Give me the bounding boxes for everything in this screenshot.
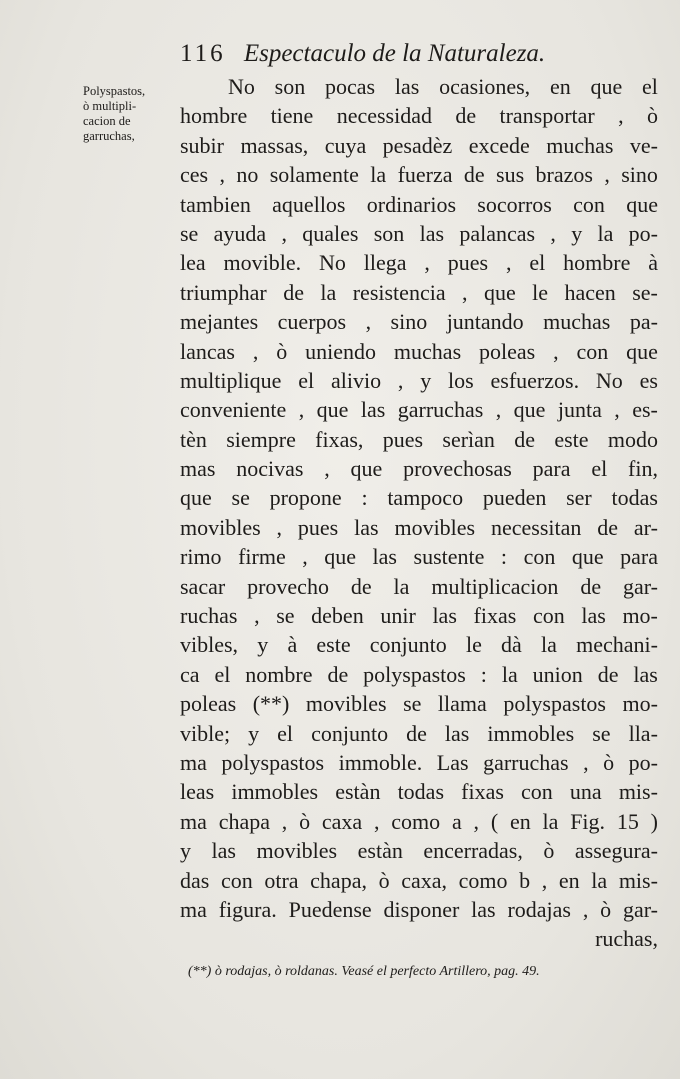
- word: para: [620, 544, 658, 570]
- word: polyspastos: [503, 691, 606, 717]
- word: fixas: [473, 603, 517, 629]
- word: figura.: [218, 896, 277, 922]
- word: y: [248, 720, 260, 746]
- word: ,: [276, 514, 283, 540]
- word: sino: [390, 309, 428, 335]
- word: lancas: [180, 338, 235, 364]
- word: pues: [297, 514, 339, 540]
- word: ,: [254, 603, 260, 629]
- word: No: [228, 74, 255, 99]
- word: necessidad: [336, 103, 432, 129]
- word: chapa: [218, 808, 270, 834]
- word: y: [571, 220, 583, 246]
- word: ma: [180, 749, 207, 775]
- text-line: [180, 866, 658, 895]
- word: movible.: [223, 250, 302, 276]
- word: uniendo: [305, 338, 377, 364]
- text-line: [180, 454, 658, 483]
- text-line: [180, 248, 658, 277]
- word: poleas: [180, 691, 237, 717]
- word: ,: [281, 220, 287, 246]
- word: pocas: [325, 74, 376, 99]
- word: para: [532, 456, 571, 482]
- word: mo-: [622, 691, 658, 717]
- word: ò: [603, 749, 615, 775]
- word: 15: [616, 808, 639, 834]
- word: movibles: [394, 514, 476, 540]
- word: otra: [264, 867, 299, 893]
- word: con: [523, 544, 556, 570]
- body-text: [180, 72, 658, 954]
- word: poleas: [479, 338, 536, 364]
- word: hacen: [564, 279, 616, 305]
- word: ò: [646, 103, 658, 129]
- word: las: [372, 544, 397, 570]
- word: mejantes: [180, 309, 259, 335]
- word: immobles: [487, 720, 575, 746]
- word: conjunto: [311, 720, 389, 746]
- word: las: [354, 514, 379, 540]
- word: :: [361, 485, 368, 511]
- word: las: [360, 397, 386, 423]
- word: son: [274, 74, 306, 99]
- word: vibles,: [180, 632, 239, 658]
- word: ,: [365, 309, 372, 335]
- word: las: [432, 603, 457, 629]
- text-line: [180, 513, 658, 542]
- word: lla-: [628, 720, 658, 746]
- word: lea: [180, 250, 206, 276]
- text-line: [180, 131, 658, 160]
- word: garruchas: [397, 397, 484, 423]
- word: immoble.: [338, 749, 423, 775]
- word: sus: [496, 162, 525, 188]
- word: tiene: [270, 103, 314, 129]
- word: nombre: [245, 661, 313, 687]
- word: excede: [468, 132, 530, 158]
- word: todas: [611, 485, 658, 511]
- text-line: [180, 807, 658, 836]
- word: ces: [180, 162, 209, 188]
- word: que: [513, 397, 546, 423]
- word: ): [650, 808, 658, 834]
- word: ò: [299, 808, 311, 834]
- word: ,: [397, 367, 404, 393]
- word: es: [639, 367, 658, 393]
- word: ,: [373, 808, 380, 834]
- word: esfuerzos.: [490, 367, 580, 393]
- text-line: [180, 630, 658, 659]
- word: con: [521, 779, 553, 805]
- word: la: [320, 279, 337, 305]
- word: Fig.: [570, 808, 606, 834]
- word: fixas: [461, 779, 504, 805]
- word: ,: [302, 544, 308, 570]
- word: y: [257, 632, 269, 658]
- word: se: [403, 691, 422, 717]
- word: ve-: [629, 132, 658, 158]
- word: una: [569, 779, 602, 805]
- word: la: [541, 632, 557, 658]
- word: y: [420, 367, 432, 393]
- word: ma: [180, 896, 207, 922]
- word: triumphar: [180, 279, 267, 305]
- word: ,: [424, 250, 430, 276]
- word: en: [558, 867, 580, 893]
- word: b: [519, 867, 531, 893]
- word: hombre: [180, 103, 248, 129]
- word: ar-: [633, 514, 658, 540]
- margin-note-line: ò multipli-: [83, 99, 137, 113]
- word: das: [180, 867, 210, 893]
- word: provechosas: [403, 456, 512, 482]
- margin-note-line: cacion de: [83, 114, 131, 128]
- word: nocivas: [236, 456, 304, 482]
- word: como: [391, 808, 441, 834]
- word: cuerpos: [277, 309, 347, 335]
- word: (: [490, 808, 499, 834]
- word: este: [554, 426, 589, 452]
- word: No: [595, 367, 623, 393]
- word: assegura-: [574, 838, 658, 864]
- text-line: [180, 160, 658, 189]
- text-line: [180, 689, 658, 718]
- word: en: [549, 74, 571, 99]
- word: que: [571, 544, 604, 570]
- word: junta: [557, 397, 602, 423]
- word: pesadèz: [382, 132, 453, 158]
- word: Puedense: [288, 896, 372, 922]
- text-line: [180, 660, 658, 689]
- word: de: [463, 162, 485, 188]
- word: polyspastos: [363, 661, 466, 687]
- word: Las: [436, 749, 469, 775]
- word: todas: [397, 779, 445, 805]
- word: estàn: [335, 779, 381, 805]
- word: siempre: [226, 426, 296, 452]
- word: sino: [621, 162, 658, 188]
- word: mas: [180, 456, 216, 482]
- word: palancas: [459, 220, 536, 246]
- word: gar-: [623, 573, 658, 599]
- word: :: [480, 661, 487, 687]
- word: ayuda: [213, 220, 267, 246]
- word: muchas: [546, 132, 614, 158]
- word: las: [419, 220, 445, 246]
- word: subir: [180, 132, 224, 158]
- word: muchas: [543, 309, 611, 335]
- word: mis-: [618, 867, 658, 893]
- word: :: [500, 544, 508, 570]
- text-line: [180, 307, 658, 336]
- text-line: [180, 777, 658, 806]
- word: leas: [180, 779, 215, 805]
- word: le: [532, 279, 549, 305]
- word: movibles: [305, 691, 387, 717]
- word: union: [532, 661, 583, 687]
- word: y: [180, 838, 191, 864]
- word: ,: [462, 279, 468, 305]
- text-line: [180, 483, 658, 512]
- word: pa-: [629, 309, 658, 335]
- word: ,: [541, 867, 548, 893]
- word: caxa,: [401, 867, 448, 893]
- word: firme: [238, 544, 286, 570]
- running-title: Espectaculo de la Naturaleza.: [243, 40, 546, 67]
- word: à: [648, 250, 658, 276]
- text-line: [180, 395, 658, 424]
- word: las: [394, 74, 420, 99]
- word: con: [220, 867, 253, 893]
- word: ordinarios: [366, 191, 456, 217]
- word: multiplicacion: [431, 573, 559, 599]
- word: ,: [614, 397, 620, 423]
- word: ,: [298, 397, 305, 423]
- word: que: [483, 279, 516, 305]
- word: ruchas: [180, 603, 238, 629]
- word: en: [509, 808, 531, 834]
- word: No: [319, 250, 346, 276]
- word: (**): [252, 691, 290, 717]
- text-line: [180, 101, 658, 130]
- word: muchas: [393, 338, 462, 364]
- word: los: [448, 367, 474, 393]
- word: transportar: [499, 103, 595, 129]
- word: que: [180, 485, 212, 511]
- word: provecho: [247, 573, 329, 599]
- text-line: [180, 895, 658, 924]
- word: que: [350, 456, 383, 482]
- word: es-: [632, 397, 658, 423]
- word: à: [287, 632, 298, 658]
- word: no: [236, 162, 259, 188]
- word: el: [529, 250, 546, 276]
- word: se: [180, 220, 199, 246]
- word: se: [592, 720, 611, 746]
- footnote: (**) ò rodajas, ò roldanas. Veasé el perfecto Artillero, pag. 49.: [188, 964, 540, 979]
- word: el: [214, 661, 231, 687]
- word: disponer: [383, 896, 460, 922]
- text-line: [180, 719, 658, 748]
- word: socorros: [477, 191, 552, 217]
- word: ,: [583, 749, 589, 775]
- word: el: [298, 367, 315, 393]
- word: las: [444, 720, 470, 746]
- word: llama: [437, 691, 487, 717]
- word: po-: [628, 220, 658, 246]
- word: estàn: [357, 838, 403, 864]
- word: ,: [495, 397, 502, 423]
- word: de: [455, 103, 477, 129]
- word: las: [633, 661, 658, 687]
- text-line: [180, 836, 658, 865]
- text-line: [180, 72, 658, 101]
- word: dà: [501, 632, 522, 658]
- word: fuerza: [397, 162, 453, 188]
- word: este: [316, 632, 351, 658]
- word: solamente: [269, 162, 359, 188]
- word: rodajas: [507, 896, 571, 922]
- word: po-: [628, 749, 658, 775]
- word: que: [590, 74, 623, 99]
- word: polyspastos: [221, 749, 325, 775]
- word: pueden: [482, 485, 547, 511]
- word: ,: [582, 896, 589, 922]
- word: que: [324, 544, 357, 570]
- word: ,: [473, 808, 480, 834]
- text-line: [180, 190, 658, 219]
- word: ò: [276, 338, 288, 364]
- word: que: [316, 397, 349, 423]
- word: ò: [378, 867, 390, 893]
- word: tampoco: [387, 485, 464, 511]
- word: ,: [219, 162, 225, 188]
- word: mis-: [618, 779, 658, 805]
- margin-note: [83, 84, 165, 144]
- word: que: [626, 338, 658, 364]
- text-line: [180, 542, 658, 571]
- word: las: [581, 603, 606, 629]
- text-line: [180, 278, 658, 307]
- word: vible;: [180, 720, 231, 746]
- word: se-: [632, 279, 658, 305]
- word: el: [642, 74, 658, 99]
- text-line: [180, 572, 658, 601]
- word: ,: [604, 162, 610, 188]
- word: rimo: [180, 544, 222, 570]
- margin-note-line: Polyspastos,: [83, 84, 146, 98]
- word: mo-: [622, 603, 658, 629]
- word: ,: [550, 220, 556, 246]
- word: de: [327, 661, 349, 687]
- page-header: [180, 40, 610, 74]
- word: ma: [180, 808, 207, 834]
- word: de: [580, 573, 602, 599]
- word: pues: [447, 250, 489, 276]
- word: resistencia: [352, 279, 446, 305]
- word: de: [283, 279, 304, 305]
- word: sustente: [413, 544, 485, 570]
- text-line: [180, 601, 658, 630]
- word: de: [350, 573, 372, 599]
- word: pues: [382, 426, 424, 452]
- word: la: [597, 220, 614, 246]
- word: immobles: [231, 779, 319, 805]
- word: multiplique: [180, 367, 282, 393]
- word: de: [597, 514, 619, 540]
- word: sacar: [180, 573, 226, 599]
- word: fixas,: [315, 426, 364, 452]
- word: propone: [269, 485, 342, 511]
- word: necessitan: [491, 514, 582, 540]
- word: son: [373, 220, 405, 246]
- word: tèn: [180, 426, 207, 452]
- word: fin,: [628, 456, 658, 482]
- word: quales: [302, 220, 359, 246]
- word: con: [576, 338, 609, 364]
- word: la: [542, 808, 559, 834]
- catchword-line: [180, 924, 658, 953]
- word: de: [514, 426, 535, 452]
- word: mechani-: [576, 632, 658, 658]
- word: la: [393, 573, 410, 599]
- word: el: [277, 720, 294, 746]
- word: massas,: [240, 132, 309, 158]
- word: aquellos: [272, 191, 346, 217]
- word: hombre: [563, 250, 631, 276]
- word: la: [501, 661, 518, 687]
- word: ,: [553, 338, 559, 364]
- word: ,: [506, 250, 512, 276]
- word: la: [370, 162, 387, 188]
- word: juntando: [446, 309, 524, 335]
- word: ,: [252, 338, 259, 364]
- word: el: [591, 456, 608, 482]
- word: las: [471, 896, 496, 922]
- word: a: [451, 808, 462, 834]
- word: ca: [180, 661, 200, 687]
- word: ò: [543, 838, 555, 864]
- word: serìan: [442, 426, 495, 452]
- catchword: ruchas,: [595, 926, 658, 952]
- word: ocasiones,: [439, 74, 531, 99]
- text-line: [180, 366, 658, 395]
- word: modo: [607, 426, 658, 452]
- text-line: [180, 425, 658, 454]
- word: se: [276, 603, 295, 629]
- word: caxa: [321, 808, 363, 834]
- word: movibles: [256, 838, 338, 864]
- page-number: 116: [180, 40, 226, 67]
- word: se: [231, 485, 250, 511]
- word: de: [597, 661, 619, 687]
- word: conveniente: [180, 397, 287, 423]
- word: garruchas: [483, 749, 569, 775]
- word: le: [465, 632, 482, 658]
- word: ser: [566, 485, 592, 511]
- word: alivio: [330, 367, 382, 393]
- word: la: [591, 867, 608, 893]
- word: con: [573, 191, 605, 217]
- word: llega: [363, 250, 407, 276]
- word: unir: [380, 603, 416, 629]
- word: cuya: [324, 132, 367, 158]
- word: que: [626, 191, 658, 217]
- margin-note-line: garruchas,: [83, 129, 135, 143]
- word: como: [458, 867, 508, 893]
- text-line: [180, 337, 658, 366]
- word: con: [532, 603, 565, 629]
- word: deben: [311, 603, 364, 629]
- word: las: [211, 838, 236, 864]
- word: brazos: [535, 162, 593, 188]
- text-line: [180, 219, 658, 248]
- word: chapa,: [310, 867, 367, 893]
- word: ,: [618, 103, 624, 129]
- word: ,: [281, 808, 288, 834]
- word: ò: [600, 896, 612, 922]
- word: encerradas,: [423, 838, 523, 864]
- word: de: [406, 720, 427, 746]
- word: ,: [324, 456, 330, 482]
- word: gar-: [623, 896, 658, 922]
- word: movibles: [180, 514, 261, 540]
- word: tambien: [180, 191, 251, 217]
- text-line: [180, 748, 658, 777]
- word: conjunto: [369, 632, 447, 658]
